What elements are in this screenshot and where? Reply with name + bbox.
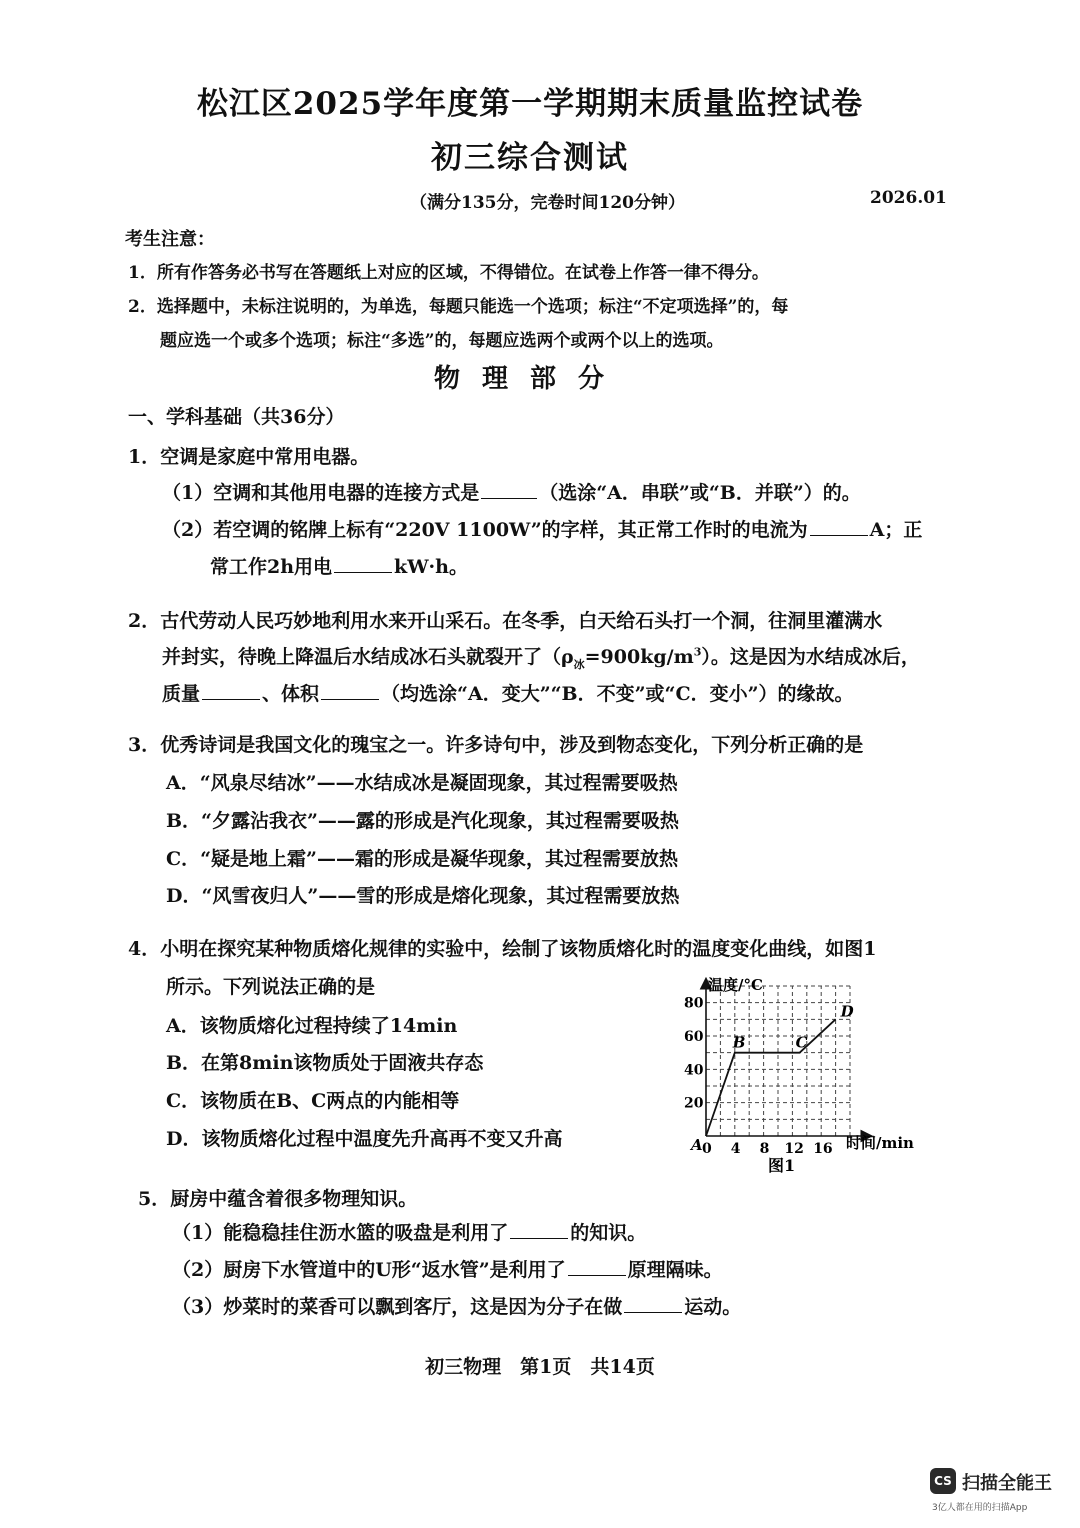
x-tick-label: 16 xyxy=(813,1141,833,1157)
y-tick-label: 60 xyxy=(684,1029,704,1045)
q1-stem: 1．空调是家庭中常用电器。 xyxy=(128,446,370,468)
exam-date: 2026.01 xyxy=(870,188,947,208)
q4-line-2: 所示。下列说法正确的是 xyxy=(166,976,376,998)
q2-line3-b: 、体积 xyxy=(262,683,320,705)
q2-line3-a: 质量 xyxy=(162,683,201,705)
x-tick-label: 4 xyxy=(730,1141,741,1157)
page-footer: 初三物理 第1页 共14页 xyxy=(425,1356,655,1378)
watermark-tagline: 3亿人都在用的扫描App xyxy=(932,1503,1028,1513)
q2-line-3 xyxy=(162,679,854,706)
q4-option-c: C．该物质在B、C两点的内能相等 xyxy=(166,1090,460,1112)
q4-option-b: B．在第8min该物质处于固液共存态 xyxy=(166,1052,484,1074)
watermark-name: 扫描全能王 xyxy=(962,1473,1052,1494)
exam-subtitle: 初三综合测试 xyxy=(431,140,629,176)
q1-p1-text-b: （选涂“A．串联”或“B．并联”）的。 xyxy=(539,482,861,504)
q4-option-d: D．该物质熔化过程中温度先升高再不变又升高 xyxy=(166,1128,563,1150)
q3-stem: 3．优秀诗词是我国文化的瑰宝之一。许多诗句中，涉及到物态变化，下列分析正确的是 xyxy=(128,734,864,756)
q5-part-3 xyxy=(172,1292,741,1319)
point-label-c: C xyxy=(795,1033,808,1052)
notice-item-2-line-2: 题应选一个或多个选项；标注“多选”的，每题应选两个或两个以上的选项。 xyxy=(160,331,724,351)
q1-p2-text-a: （2）若空调的铭牌上标有“220V 1100W”的字样，其正常工作时的电流为 xyxy=(162,519,808,541)
q1-p1-text-a: （1）空调和其他用电器的连接方式是 xyxy=(162,482,480,504)
x-axis-label: 时间/min xyxy=(846,1134,914,1152)
q5-part-2 xyxy=(172,1255,723,1282)
point-label-b: B xyxy=(732,1033,746,1052)
answer-blank xyxy=(321,680,379,700)
q5-stem: 5．厨房中蕴含着很多物理知识。 xyxy=(138,1188,418,1210)
q5-p1-b: 的知识。 xyxy=(570,1222,647,1244)
q5-part-1 xyxy=(172,1218,646,1245)
camscanner-logo-icon: CS xyxy=(930,1468,956,1494)
point-label-d: D xyxy=(840,1002,854,1021)
answer-blank xyxy=(334,553,392,573)
q1-p2-text-c: 常工作2h用电 xyxy=(210,556,333,578)
answer-blank xyxy=(568,1256,626,1276)
score-info: （满分135分，完卷时间120分钟） xyxy=(410,193,685,213)
q4-line-1: 4．小明在探究某种物质熔化规律的实验中，绘制了该物质熔化时的温度变化曲线，如图1 xyxy=(128,938,877,960)
answer-blank xyxy=(810,516,868,536)
q1-part-1 xyxy=(162,478,861,505)
part-title: 一、学科基础（共36分） xyxy=(128,406,345,428)
q5-p3-b: 运动。 xyxy=(684,1296,742,1318)
exam-title: 松江区2025学年度第一学期期末质量监控试卷 xyxy=(196,86,864,122)
q5-p1-a: （1）能稳稳挂住沥水篮的吸盘是利用了 xyxy=(172,1222,509,1244)
cube-superscript: 3 xyxy=(693,645,702,659)
q3-option-d: D．“风雪夜归人”——雪的形成是熔化现象，其过程需要放热 xyxy=(166,885,680,907)
rho-subscript: 冰 xyxy=(573,657,585,671)
melting-curve xyxy=(706,1019,836,1136)
y-tick-label: 20 xyxy=(684,1095,704,1112)
q3-option-b: B．“夕露沾我衣”——露的形成是汽化现象，其过程需要吸热 xyxy=(166,810,679,832)
x-tick-label: 0 xyxy=(702,1141,712,1157)
answer-blank xyxy=(202,680,260,700)
q2-line2-a: 并封实，待晚上降温后水结成冰石头就裂开了（ρ xyxy=(162,646,574,668)
q1-p2-text-b: A；正 xyxy=(869,519,923,541)
q1-p2-text-d: kW·h。 xyxy=(394,556,468,578)
answer-blank xyxy=(510,1219,568,1239)
temperature-chart xyxy=(670,966,930,1186)
q1-part-2-cont xyxy=(210,552,468,579)
x-tick-label: 8 xyxy=(759,1141,770,1157)
q5-p2-a: （2）厨房下水管道中的U形“返水管”是利用了 xyxy=(172,1259,566,1281)
q2-line2-c: ）。这是因为水结成冰后， xyxy=(701,646,920,668)
q5-p3-a: （3）炒菜时的菜香可以飘到客厅，这是因为分子在做 xyxy=(172,1296,623,1318)
q2-line-2 xyxy=(162,642,920,672)
y-tick-label: 80 xyxy=(684,995,704,1012)
x-tick-label: 12 xyxy=(784,1141,804,1157)
q3-option-a: A．“风泉尽结冰”——水结成冰是凝固现象，其过程需要吸热 xyxy=(166,772,678,794)
section-title: 物理部分 xyxy=(433,364,626,394)
q2-line-1: 2．古代劳动人民巧妙地利用水来开山采石。在冬季，白天给石头打一个洞，往洞里灌满水 xyxy=(128,610,883,632)
answer-blank xyxy=(624,1293,682,1313)
figure-caption: 图1 xyxy=(768,1156,796,1175)
q4-option-a: A．该物质熔化过程持续了14min xyxy=(166,1015,458,1037)
answer-blank xyxy=(481,479,537,499)
q5-p2-b: 原理隔味。 xyxy=(627,1259,723,1281)
notice-item-2-line-1: 2．选择题中，未标注说明的，为单选，每题只能选一个选项；标注“不定项选择”的，每 xyxy=(128,297,789,317)
y-axis-label: 温度/°C xyxy=(708,976,763,994)
notice-item-1: 1．所有作答务必书写在答题纸上对应的区域，不得错位。在试卷上作答一律不得分。 xyxy=(128,263,769,283)
q2-line3-c: （均选涂“A．变大”“B．不变”或“C．变小”）的缘故。 xyxy=(381,683,854,705)
q3-option-c: C．“疑是地上霜”——霜的形成是凝华现象，其过程需要放热 xyxy=(166,848,678,870)
point-label-a: A xyxy=(691,1136,703,1154)
q1-part-2 xyxy=(162,515,922,542)
y-tick-label: 40 xyxy=(684,1062,704,1079)
chart-grid xyxy=(706,986,850,1136)
notice-heading: 考生注意： xyxy=(125,229,215,250)
q2-line2-b: =900kg/m xyxy=(584,646,694,668)
